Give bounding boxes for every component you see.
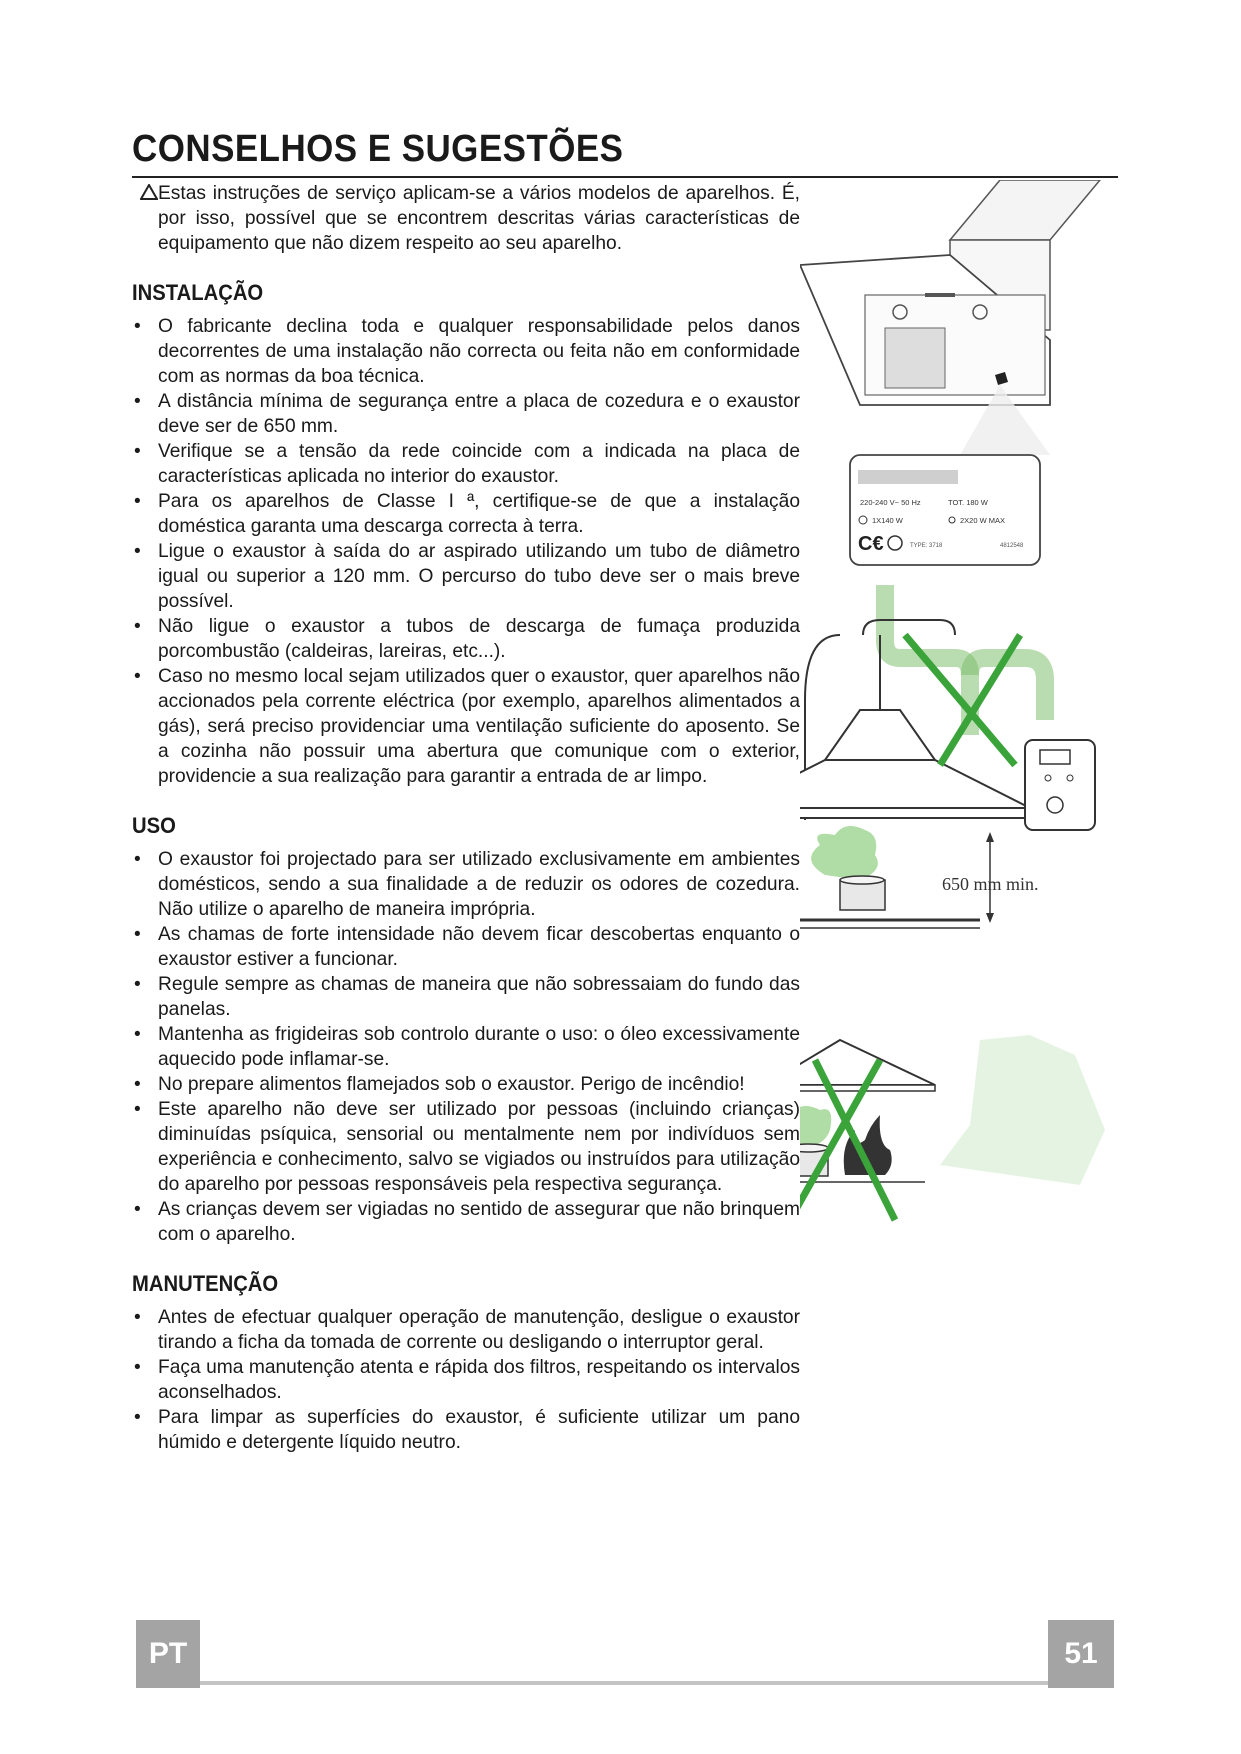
list-item: • No prepare alimentos flamejados sob o exaustor. Perigo de incêndio! <box>132 1072 800 1097</box>
list-item: • Este aparelho não deve ser utilizado por pessoas (incluindo crianças) diminuídas psíquica, sensorial ou mentalmente nem por indivíduos sem experiência e conhecimento, salvo se vigiados ou instruídos para utilização do aparelho por pessoas responsáveis pela respectiva segurança. <box>132 1097 800 1197</box>
list-item: • As chamas de forte intensidade não devem ficar descobertas enquanto o exaustor estiver a funcionar. <box>132 922 800 972</box>
rating-code: 4812548 <box>1000 543 1024 549</box>
list-item: • Faça uma manutenção atenta e rápida dos filtros, respeitando os intervalos aconselhados. <box>132 1355 800 1405</box>
duct-boiler-illustration <box>800 585 1095 928</box>
instalacao-list <box>132 314 800 789</box>
list-item: • A distância mínima de segurança entre a placa de cozedura e o exaustor deve ser de 650 mm. <box>132 389 800 439</box>
section-heading-uso: USO <box>132 813 176 838</box>
footer-bar <box>136 1681 1114 1685</box>
list-item: • Regule sempre as chamas de maneira que não sobressaiam do fundo das panelas. <box>132 972 800 1022</box>
page-number: 51 <box>1048 1620 1114 1688</box>
list-item: • Verifique se a tensão da rede coincide com a indicada na placa de características aplicada no interior do exaustor. <box>132 439 800 489</box>
list-item: • Para os aparelhos de Classe I ª, certifique-se de que a instalação doméstica garanta uma descarga correcta à terra. <box>132 489 800 539</box>
intro-text: Estas instruções de serviço aplicam-se a vários modelos de aparelhos. É, por isso, possível que se encontrem descritas várias características de equipamento que não dizem respeito ao seu aparelho. <box>158 183 800 254</box>
hood-rating-plate-illustration <box>800 180 1100 565</box>
manutencao-list <box>132 1305 800 1455</box>
list-item: • Caso no mesmo local sejam utilizados quer o exaustor, quer aparelhos não accionados pela corrente eléctrica (por exemplo, aparelhos alimentados a gás), será preciso providenciar uma ventilação suficiente do aposento. Se a cozinha não possuir uma abertura que comunique com o exterior, providencie a sua realização para garantir a entrada de ar limpo. <box>132 664 800 789</box>
section-heading-manutencao: MANUTENÇÃO <box>132 1271 279 1296</box>
list-item: • O fabricante declina toda e qualquer responsabilidade pelos danos decorrentes de uma instalação não correcta ou feita não em conformidade com as normas da boa técnica. <box>132 314 800 389</box>
list-item: • Ligue o exaustor à saída do ar aspirado utilizando um tubo de diâmetro igual ou superior a 120 mm. O percurso do tubo deve ser o mais breve possível. <box>132 539 800 614</box>
rating-lamps: 2X20 W MAX <box>960 516 1006 525</box>
rating-voltage: 220-240 V~ 50 Hz <box>860 498 921 507</box>
page-title: CONSELHOS E SUGESTÕES <box>132 128 624 170</box>
intro-paragraph <box>132 181 800 256</box>
list-item: • Não ligue o exaustor a tubos de descarga de fumaça produzida porcombustão (caldeiras, lareiras, etc...). <box>132 614 800 664</box>
title-rule <box>132 176 1118 178</box>
list-item: • O exaustor foi projectado para ser utilizado exclusivamente em ambientes domésticos, sendo a sua finalidade a de reduzir os odores de cozedura. Não utilize o aparelho de maneira imprópria. <box>132 847 800 922</box>
figures-column <box>800 180 1130 1300</box>
list-item: • Mantenha as frigideiras sob controlo durante o uso: o óleo excessivamente aquecido pode inflamar-se. <box>132 1022 800 1072</box>
distance-label: 650 mm min. <box>942 874 1039 894</box>
uso-list <box>132 847 800 1247</box>
section-heading-instalacao: INSTALAÇÃO <box>132 280 264 305</box>
language-tag: PT <box>136 1620 200 1688</box>
text-column <box>132 181 800 1455</box>
rating-type: TYPE: 3718 <box>910 543 943 549</box>
svg-text:C€: C€ <box>858 533 884 555</box>
warning-icon <box>140 184 158 200</box>
rating-total: TOT. 180 W <box>948 498 988 507</box>
list-item: • Para limpar as superfícies do exaustor, é suficiente utilizar um pano húmido e detergente líquido neutro. <box>132 1405 800 1455</box>
fire-hazard-illustration <box>800 1035 1105 1220</box>
list-item: • As crianças devem ser vigiadas no sentido de assegurar que não brinquem com o aparelho. <box>132 1197 800 1247</box>
list-item: • Antes de efectuar qualquer operação de manutenção, desligue o exaustor tirando a ficha da tomada de corrente ou desligando o interruptor geral. <box>132 1305 800 1355</box>
rating-motor: 1X140 W <box>872 516 903 525</box>
